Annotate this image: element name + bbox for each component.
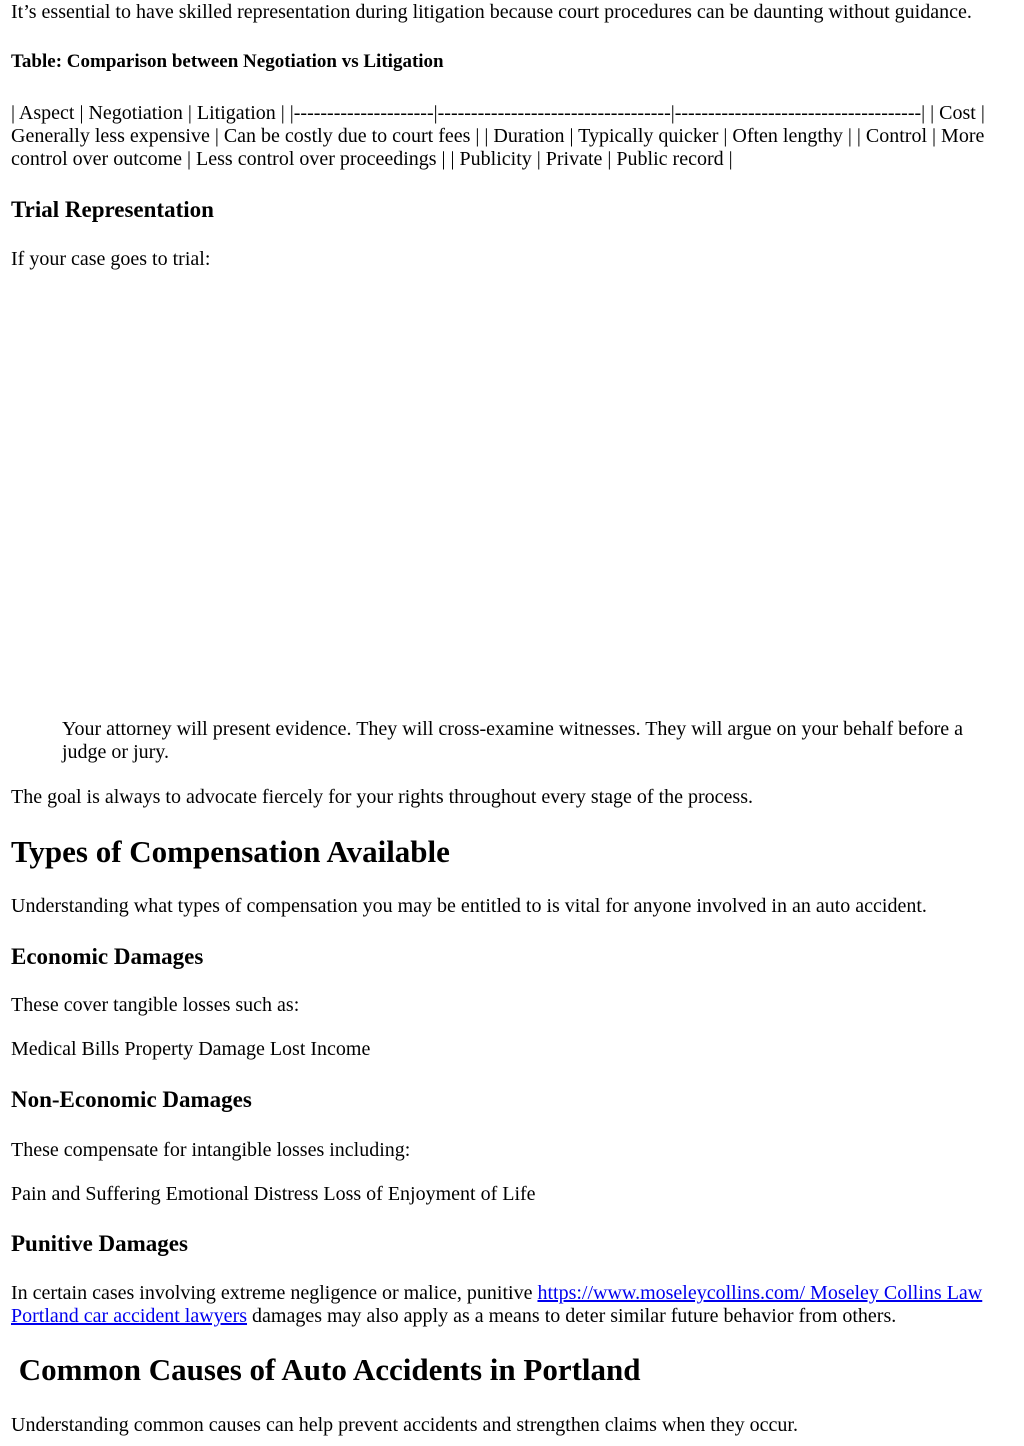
trial-intro: If your case goes to trial: (11, 248, 211, 270)
causes-heading: Common Causes of Auto Accidents in Portland (11, 1352, 641, 1387)
noneconomic-items: Pain and Suffering Emotional Distress Loss of Enjoyment of Life (11, 1183, 536, 1205)
punitive-text-after: damages may also apply as a means to deter similar future behavior from others. (247, 1305, 897, 1327)
causes-intro: Understanding common causes can help prevent accidents and strengthen claims when they occur. (11, 1414, 798, 1436)
compensation-intro: Understanding what types of compensation you may be entitled to is vital for anyone involved in an auto accident. (11, 895, 927, 917)
punitive-heading: Punitive Damages (11, 1231, 188, 1256)
trial-goal: The goal is always to advocate fiercely for your rights throughout every stage of the process. (11, 786, 753, 808)
trial-heading: Trial Representation (11, 197, 214, 222)
punitive-paragraph (11, 1282, 1016, 1328)
table-caption: Table: Comparison between Negotiation vs Litigation (11, 51, 444, 72)
noneconomic-heading: Non-Economic Damages (11, 1087, 252, 1112)
punitive-text-before: In certain cases involving extreme negligence or malice, punitive (11, 1282, 538, 1304)
economic-heading: Economic Damages (11, 944, 204, 969)
raw-table-text: | Aspect | Negotiation | Litigation | |---------------------|-----------------------------------|-------------------------------------| | Cost | Generally less expensive | Can be costly due to court fees | | Duration | Typically quicker | Often lengthy | | Control | More control over outcome | Less control over proceedings | | Publicity | Private | Public record | (11, 102, 985, 170)
compensation-heading: Types of Compensation Available (11, 834, 450, 869)
intro-paragraph: It’s essential to have skilled representation during litigation because court procedures can be daunting without guidance. (11, 1, 972, 23)
trial-quote: Your attorney will present evidence. They will cross-examine witnesses. They will argue on your behalf before a judge or jury. (62, 718, 964, 763)
noneconomic-intro: These compensate for intangible losses including: (11, 1139, 411, 1161)
economic-items: Medical Bills Property Damage Lost Income (11, 1038, 371, 1060)
economic-intro: These cover tangible losses such as: (11, 994, 300, 1016)
law-firm-link[interactable]: https://www.moseleycollins.com/ Moseley Collins Law Portland car accident lawyers (11, 1282, 983, 1327)
